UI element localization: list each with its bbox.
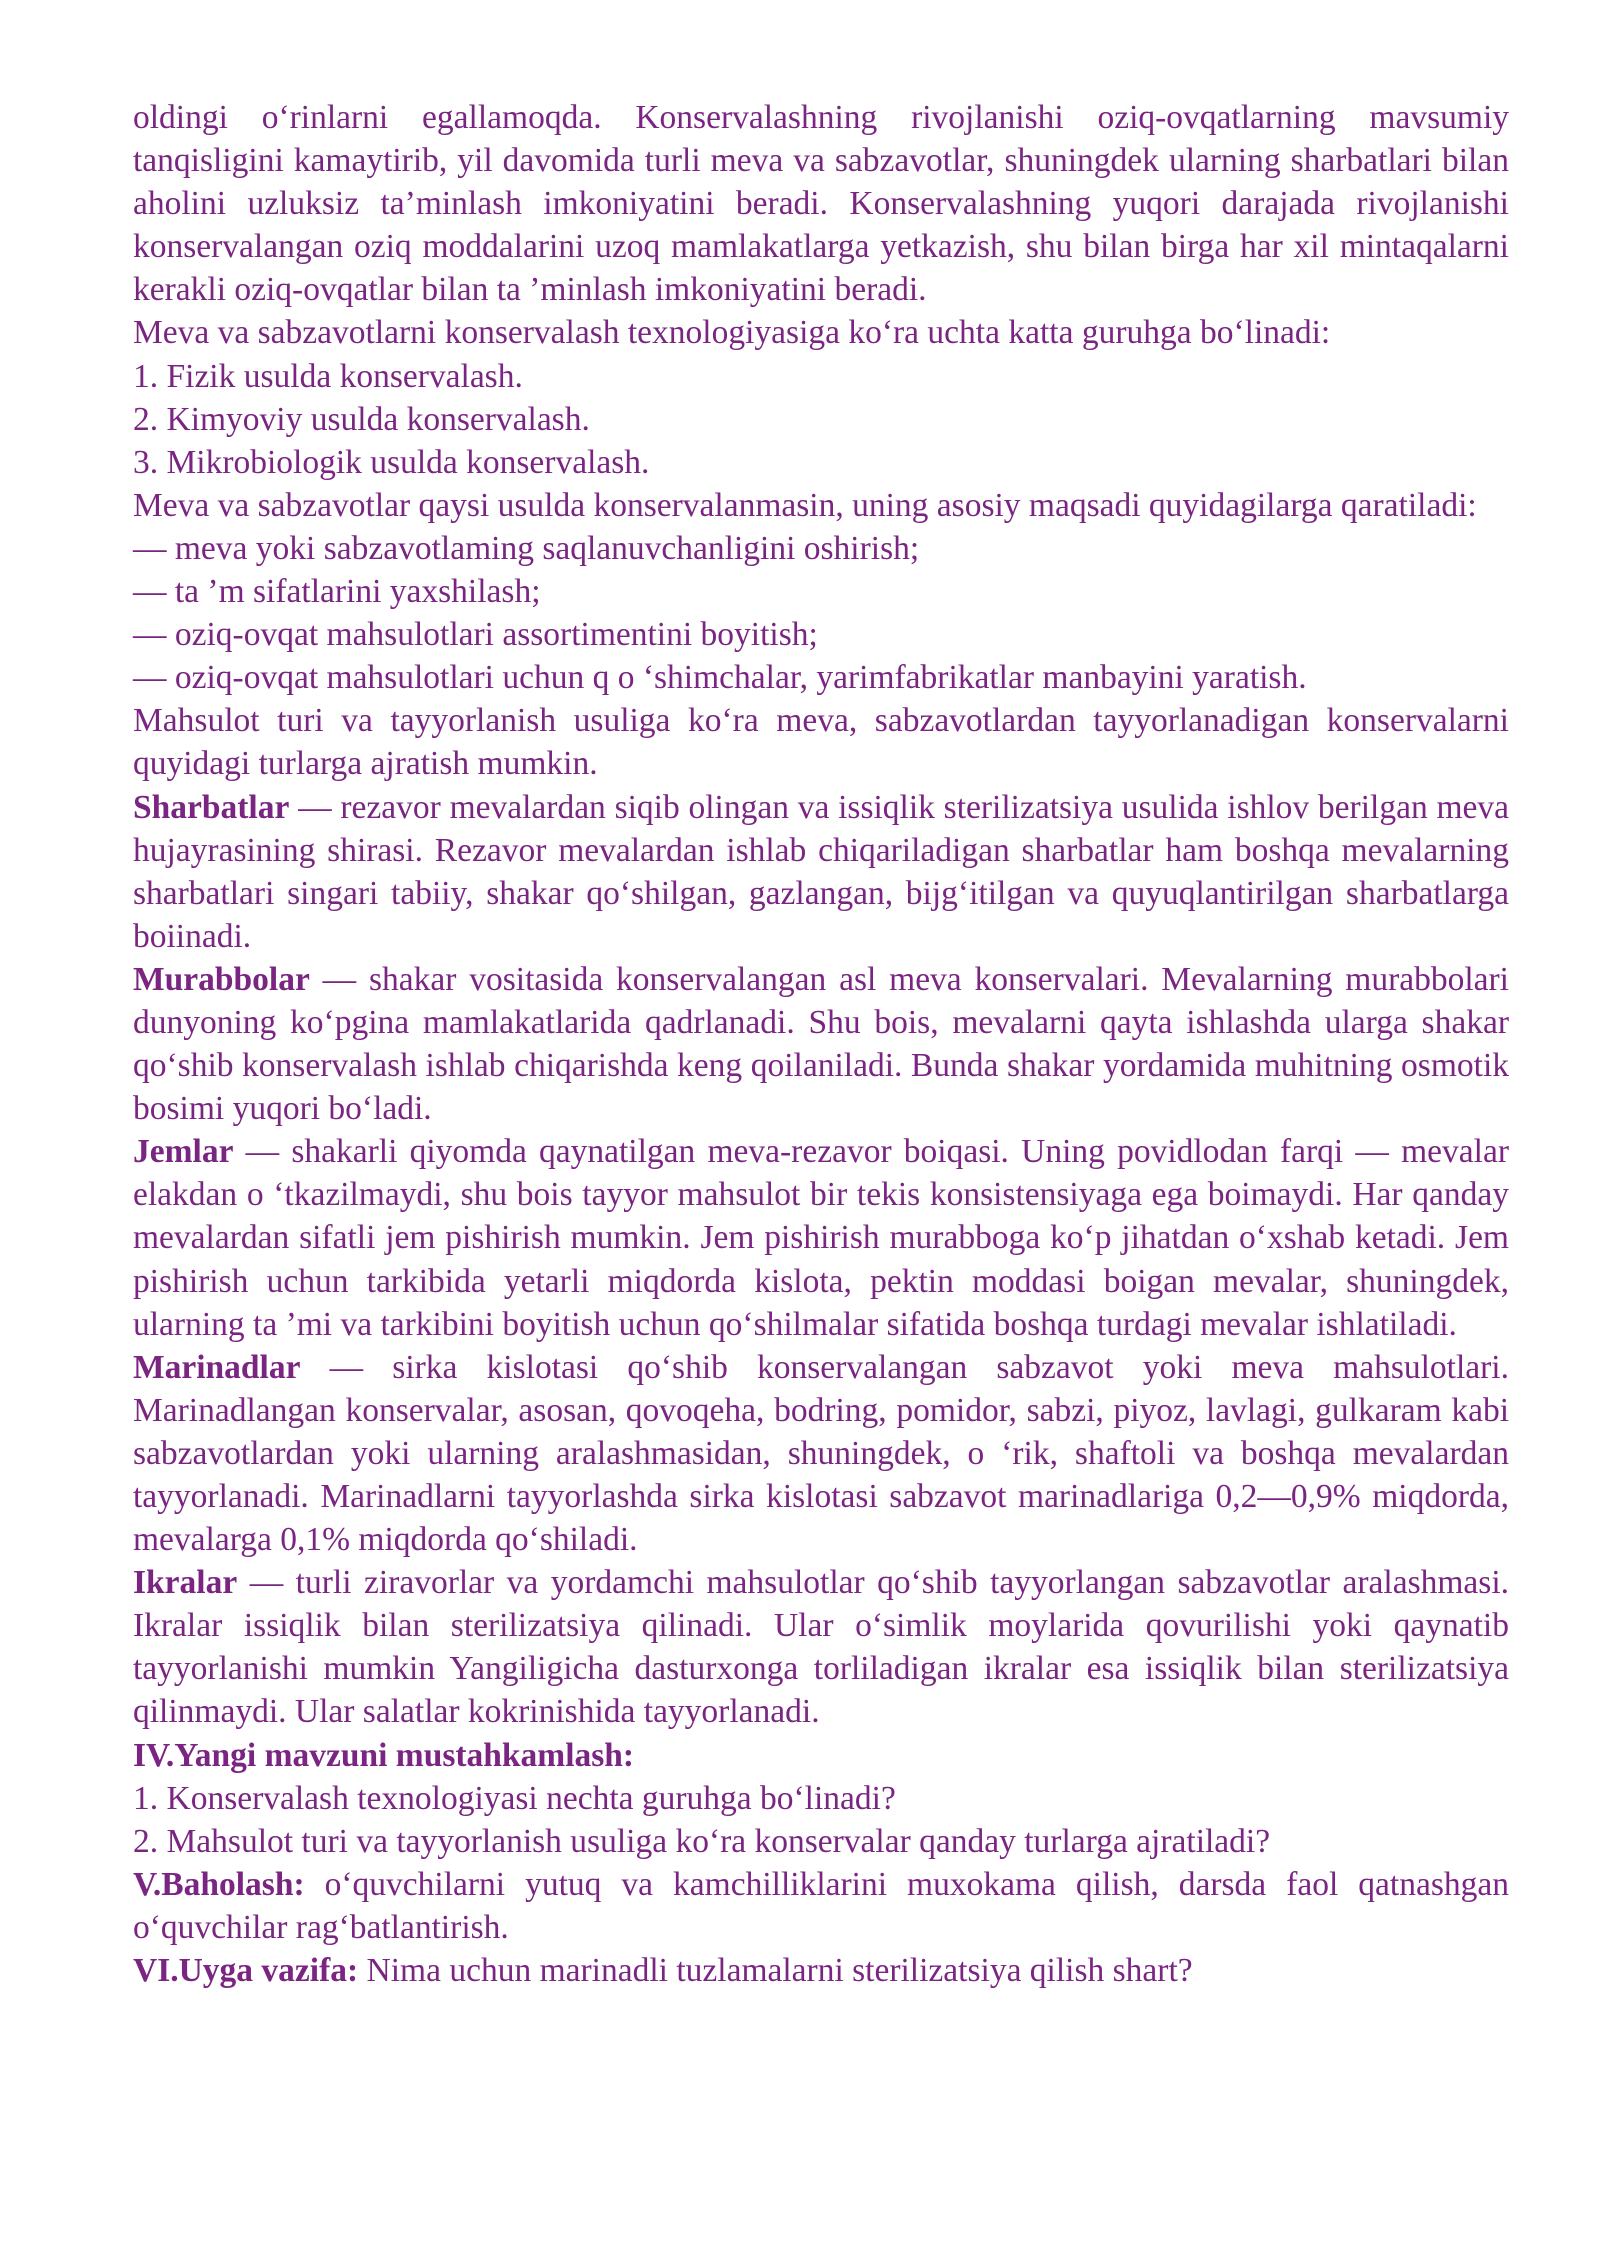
- assessment-text: o‘quvchilarni yutuq va kamchilliklarini muxokama qilish, darsda faol qatnashgan o‘quvchilar rag‘batlantirish.: [133, 1865, 1509, 1946]
- definition-term: Sharbatlar: [133, 788, 290, 826]
- document-page: [133, 96, 1509, 1992]
- question-item: 2. Mahsulot turi va tayyorlanish usuliga ko‘ra konservalar qanday turlarga ajratiladi?: [133, 1822, 1271, 1860]
- groups-lead: Meva va sabzavotlarni konservalash texnologiyasiga ko‘ra uchta katta guruhga bo‘linadi:: [133, 314, 1331, 352]
- list-item: — meva yoki sabzavotlaming saqlanuvchanligini oshirish;: [133, 529, 920, 567]
- reinforcement-heading: IV.Yangi mavzuni mustahkamlash:: [133, 1736, 635, 1774]
- definition-ikralar: [133, 1561, 1509, 1733]
- definition-text: — sirka kislotasi qo‘shib konservalangan sabzavot yoki meva mahsulotlari. Marinadlangan konservalar, asosan, qovoqeha, bodring, pomidor, sabzi, piyoz, lavlagi, gulkaram kabi sabzavotlardan yoki ularning aralashmasidan, shuningdek, o ‘rik, shaftoli va boshqa mevalardan tayyorlanadi. Marinadlarni tayyorlashda sirka kislotasi sabzavot marinadlariga 0,2—0,9% miqdorda, mevalarga 0,1% miqdorda qo‘shiladi.: [133, 1348, 1509, 1559]
- definition-term: Jemlar: [133, 1133, 234, 1171]
- list-item: 2. Kimyoviy usulda konservalash.: [133, 400, 590, 438]
- definition-term: Murabbolar: [133, 960, 310, 998]
- question-item: 1. Konservalash texnologiyasi nechta guruhga bo‘linadi?: [133, 1779, 896, 1817]
- definition-text: — shakarli qiyomda qaynatilgan meva-rezavor boiqasi. Uning povidlodan farqi — mevalar elakdan o ‘tkazilmaydi, shu bois tayyor mahsulot bir tekis konsistensiyaga ega boimaydi. Har qanday mevalardan sifatli jem pishirish mumkin. Jem pishirish murabboga ko‘p jihatdan o‘xshab ketadi. Jem pishirish uchun tarkibida yetarli miqdorda kislota, pektin moddasi boigan mevalar, shuningdek, ularning ta ’mi va tarkibini boyitish uchun qo‘shilmalar sifatida boshqa turdagi mevalar ishlatiladi.: [133, 1133, 1509, 1343]
- definition-term: Marinadlar: [133, 1348, 301, 1386]
- definition-murabbolar: [133, 958, 1509, 1130]
- definition-text: — shakar vositasida konservalangan asl meva konservalari. Mevalarning murabbolari dunyoning ko‘pgina mamlakatlarida qadrlanadi. Shu bois, mevalarni qayta ishlashda ularga shakar qo‘shib konservalash ishlab chiqarishda keng qoilaniladi. Bunda shakar yordamida muhitning osmotik bosimi yuqori bo‘ladi.: [133, 960, 1509, 1128]
- intro-paragraph: oldingi o‘rinlarni egallamoqda. Konservalashning rivojlanishi oziq-ovqatlarning mavsumiy tanqisligini kamaytirib, yil davomida turli meva va sabzavotlar, shuningdek ularning sharbatlari bilan aholini uzluksiz ta’minlash imkoniyatini beradi. Konservalashning yuqori darajada rivojlanishi konservalangan oziq moddalarini uzoq mamlakatlarga yetkazish, shu bilan birga har xil mintaqalarni kerakli oziq-ovqatlar bilan ta ’minlash imkoniyatini beradi.: [133, 99, 1509, 309]
- definition-marinadlar: [133, 1346, 1509, 1561]
- list-item: — oziq-ovqat mahsulotlari assortimentini boyitish;: [133, 616, 818, 654]
- types-lead: Mahsulot turi va tayyorlanish usuliga ko‘ra meva, sabzavotlardan tayyorlanadigan konservalarni quyidagi turlarga ajratish mumkin.: [133, 702, 1509, 783]
- list-item: — oziq-ovqat mahsulotlari uchun q o ‘shimchalar, yarimfabrikatlar manbayini yaratish.: [133, 659, 1307, 697]
- definition-term: Ikralar: [133, 1564, 238, 1602]
- definition-jemlar: [133, 1130, 1509, 1345]
- homework-heading: VI.Uyga vazifa:: [133, 1952, 359, 1990]
- homework-paragraph: [133, 1949, 1509, 1992]
- definition-text: — rezavor mevalardan siqib olingan va issiqlik sterilizatsiya usulida ishlov berilgan meva hujayrasining shirasi. Rezavor mevalardan ishlab chiqariladigan sharbatlar ham boshqa mevalarning sharbatlari singari tabiiy, shakar qo‘shilgan, gazlangan, bijg‘itilgan va quyuqlantirilgan sharbatlarga boiinadi.: [133, 788, 1509, 955]
- list-item: 1. Fizik usulda konservalash.: [133, 357, 523, 395]
- goals-lead: Meva va sabzavotlar qaysi usulda konservalanmasin, uning asosiy maqsadi quyidagilarga qaratiladi:: [133, 486, 1477, 524]
- definition-sharbatlar: [133, 786, 1509, 958]
- list-item: 3. Mikrobiologik usulda konservalash.: [133, 443, 650, 481]
- assessment-paragraph: [133, 1863, 1509, 1949]
- definition-text: — turli ziravorlar va yordamchi mahsulotlar qo‘shib tayyorlangan sabzavotlar aralashmasi. Ikralar issiqlik bilan sterilizatsiya qilinadi. Ular o‘simlik moylarida qovurilishi yoki qaynatib tayyorlanishi mumkin Yangiligicha dasturxonga torliladigan ikralar esa issiqlik bilan sterilizatsiya qilinmaydi. Ular salatlar kokrinishida tayyorlanadi.: [133, 1564, 1509, 1731]
- homework-text: Nima uchun marinadli tuzlamalarni sterilizatsiya qilish shart?: [358, 1952, 1193, 1990]
- assessment-heading: V.Baholash:: [133, 1865, 305, 1903]
- list-item: — ta ’m sifatlarini yaxshilash;: [133, 573, 541, 611]
